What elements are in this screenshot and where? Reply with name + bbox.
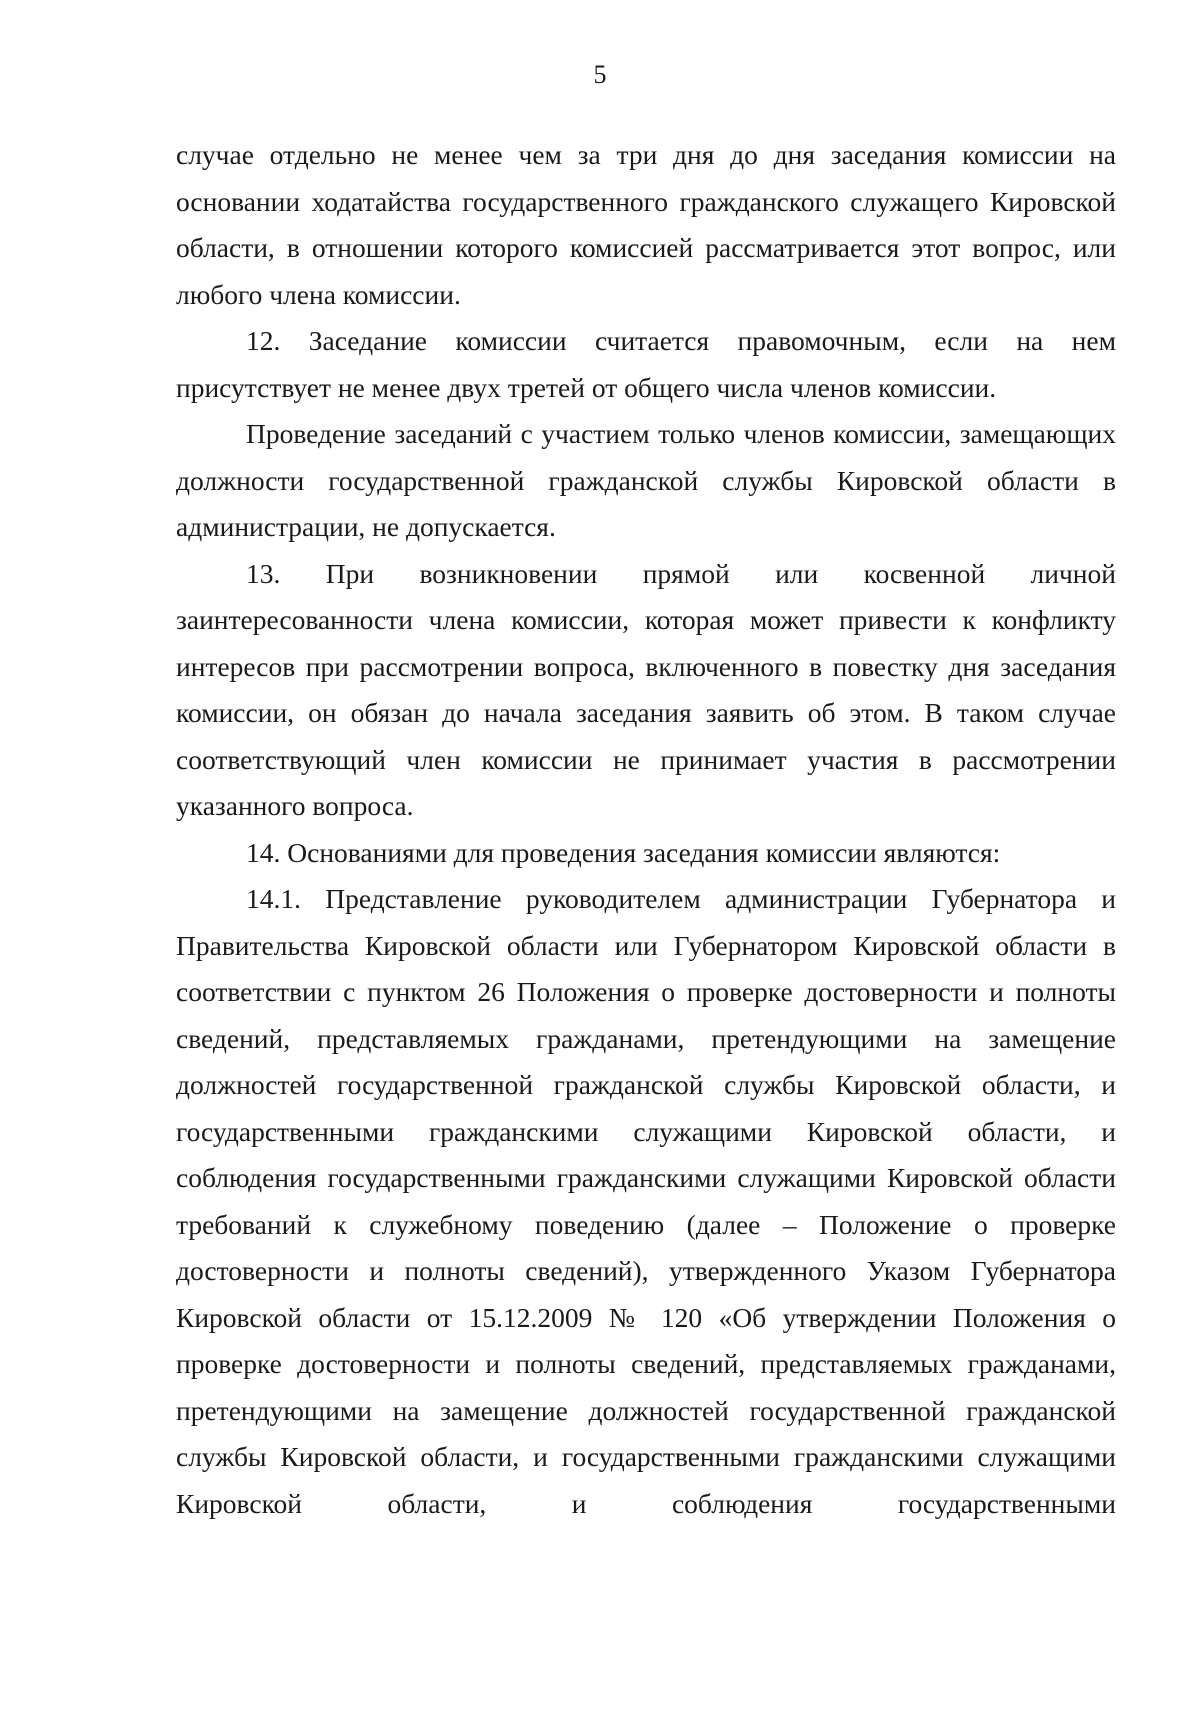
document-body [176,132,1116,1527]
paragraph-item-12-note: Проведение заседаний с участием только членов комиссии, замещающих должности государственной гражданской службы Кировской области в администрации, не допускается. [176,418,1116,542]
paragraph-item-14-1: 14.1. Представление руководителем администрации Губернатора и Правительства Кировской области или Губернатором Кировской области в соответствии с пунктом 26 Положения о проверке достоверности и полноты сведений, представляемых гражданами, претендующими на замещение должностей государственной гражданской службы Кировской области, и государственными гражданскими служащими Кировской области, и соблюдения государственными гражданскими служащими Кировской области требований к служебному поведению (далее – Положение о проверке достоверности и полноты сведений), утвержденного Указом Губернатора Кировской области от 15.12.2009 № 120 «Об утверждении Положения о проверке достоверности и полноты сведений, представляемых гражданами, претендующими на замещение должностей государственной гражданской службы Кировской области, и государственными гражданскими служащими Кировской области, и соблюдения государственными [176,883,1116,1519]
paragraph-continuation: случае отдельно не менее чем за три дня до дня заседания комиссии на основании ходатайства государственного гражданского служащего Кировской области, в отношении которого комиссией рассматривается этот вопрос, или любого члена комиссии. [176,139,1116,310]
page-number: 5 [593,60,607,89]
paragraph-item-12: 12. Заседание комиссии считается правомочным, если на нем присутствует не менее двух третей от общего числа членов комиссии. [176,325,1116,403]
paragraph-item-13: 13. При возникновении прямой или косвенной личной заинтересованности члена комиссии, которая может привести к конфликту интересов при рассмотрении вопроса, включенного в повестку дня заседания комиссии, он обязан до начала заседания заявить об этом. В таком случае соответствующий член комиссии не принимает участия в рассмотрении указанного вопроса. [176,557,1116,821]
paragraph-item-14: 14. Основаниями для проведения заседания комиссии являются: [246,836,1001,868]
